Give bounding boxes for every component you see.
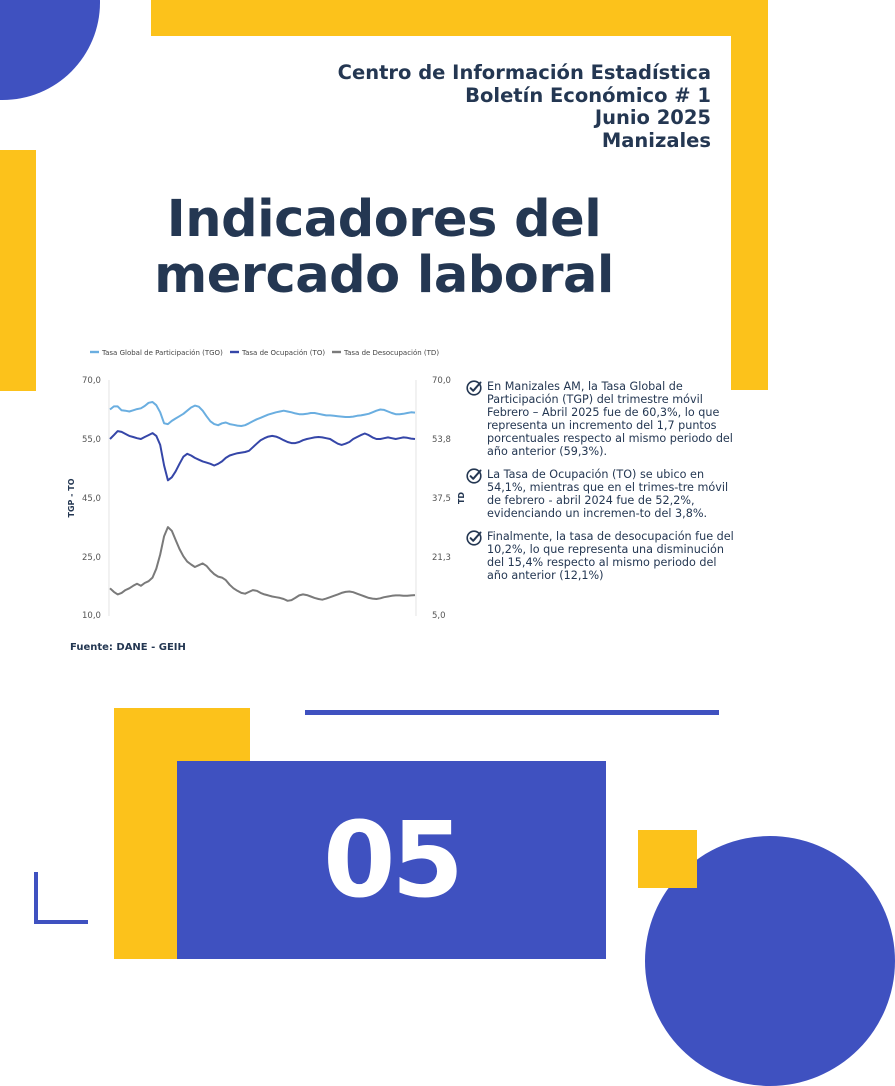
page-title	[0, 192, 768, 304]
left-axis-ticks	[82, 376, 101, 621]
series-line	[110, 402, 415, 426]
right-tick-label: 53,8	[432, 435, 451, 445]
left-tick-label: 55,0	[82, 435, 101, 445]
finding-item	[466, 530, 736, 582]
title-line-2: mercado laboral	[154, 246, 614, 305]
page-number: 05	[323, 799, 460, 921]
finding-text: En Manizales AM, la Tasa Global de Participación (TGP) del trimestre móvil Febrero – Abril 2025 fue de 60,3%, lo que representa un incremento del 1,7 puntos porcentuales respecto al mismo periodo del año anterior (59,3%).	[487, 380, 733, 458]
decorative-corner-bracket-horizontal	[34, 920, 88, 924]
check-circle-icon	[466, 530, 482, 546]
decorative-yellow-square	[638, 830, 697, 888]
legend-label: Tasa de Ocupación (TO)	[242, 349, 326, 357]
left-tick-label: 10,0	[82, 611, 101, 621]
decorative-yellow-top-bar	[151, 0, 768, 36]
left-tick-label: 70,0	[82, 376, 101, 386]
legend-label: Tasa de Desocupación (TD)	[344, 349, 440, 357]
header-bulletin: Boletín Económico # 1	[465, 83, 711, 107]
right-tick-label: 5,0	[432, 611, 446, 621]
decorative-blue-line	[305, 710, 719, 715]
finding-item	[466, 468, 736, 520]
decorative-corner-bracket-vertical	[34, 872, 38, 924]
check-circle-icon	[466, 468, 482, 484]
left-tick-label: 45,0	[82, 494, 101, 504]
right-tick-label: 21,3	[432, 553, 451, 563]
header-org: Centro de Información Estadística	[337, 61, 711, 84]
findings-list	[466, 380, 736, 592]
header-block	[338, 62, 711, 152]
finding-text: La Tasa de Ocupación (TO) se ubico en 54,1%, mientras que en el trimes-tre móvil de febrero - abril 2024 fue de 52,2%, evidenciando un incremen-to del 3,8%.	[487, 468, 729, 520]
legend-label: Tasa Global de Participación (TGO)	[102, 349, 223, 357]
header-date: Junio 2025	[594, 106, 711, 129]
labor-market-chart	[60, 340, 466, 635]
series-line	[110, 431, 415, 480]
right-axis-ticks	[432, 376, 451, 621]
decorative-blue-circle	[0, 0, 100, 100]
right-tick-label: 37,5	[432, 494, 451, 504]
source-note: Fuente: DANE - GEIH	[70, 642, 186, 653]
chart-series	[110, 402, 415, 601]
left-tick-label: 25,0	[82, 553, 101, 563]
left-axis-label: TGP - TO	[67, 478, 76, 518]
title-line-1: Indicadores del	[166, 190, 602, 249]
right-axis-label: TD	[457, 491, 466, 505]
header-city: Manizales	[601, 128, 711, 152]
finding-item	[466, 380, 736, 458]
finding-text: Finalmente, la tasa de desocupación fue del 10,2%, lo que representa una disminución del 15,4% respecto al mismo periodo del año anterior (12,1%)	[487, 530, 734, 582]
right-tick-label: 70,0	[432, 376, 451, 386]
chart-legend	[90, 349, 439, 357]
check-circle-icon	[466, 380, 482, 396]
series-line	[110, 527, 415, 601]
